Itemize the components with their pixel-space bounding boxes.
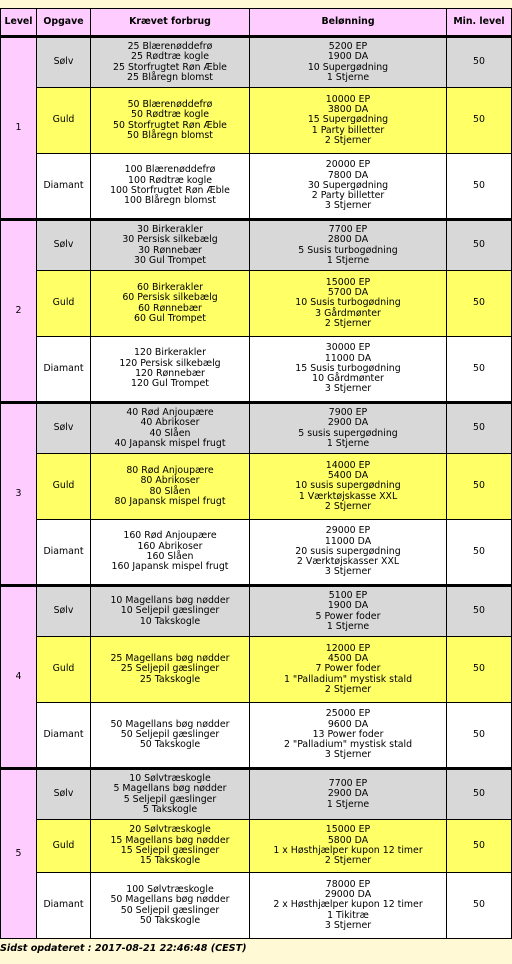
task-cell: Diamant <box>37 154 91 220</box>
required-item: 25 Storfrugtet Røn Æble <box>113 61 227 73</box>
level-cell: 3 <box>1 403 37 586</box>
reward-item: 2 Stjerner <box>324 683 372 695</box>
quest-row <box>1 820 512 873</box>
reward-item: 1 Stjerne <box>326 71 370 83</box>
required-item: 25 Blærenøddefrø <box>127 40 213 52</box>
reward-cell <box>250 37 447 88</box>
required-item: 160 Abrikoser <box>137 540 203 552</box>
min-level-cell: 50 <box>447 520 512 586</box>
reward-item: 7700 EP <box>328 223 368 235</box>
quest-row <box>1 154 512 220</box>
required-item: 50 Rødtræ kogle <box>131 109 209 121</box>
reward-item: 2900 DA <box>327 417 369 429</box>
quest-row <box>1 769 512 820</box>
min-level-cell: 50 <box>447 637 512 703</box>
task-cell: Sølv <box>37 37 91 88</box>
task-cell: Guld <box>37 820 91 873</box>
min-level-cell: 50 <box>447 220 512 271</box>
required-item: 80 Slåen <box>149 485 191 497</box>
required-item: 80 Rød Anjoupære <box>126 464 214 476</box>
reward-item: 2 Stjerner <box>324 855 372 867</box>
task-cell: Guld <box>37 88 91 154</box>
reward-item: 1 Tikitræ <box>327 909 369 921</box>
required-item: 50 Seljepil gæslinger <box>120 904 220 916</box>
reward-item: 30000 EP <box>325 342 371 354</box>
reward-item: 1900 DA <box>327 600 369 612</box>
quest-table-body <box>1 37 512 939</box>
required-item: 40 Japansk mispel frugt <box>114 437 226 449</box>
min-level-cell: 50 <box>447 769 512 820</box>
required-cell <box>91 873 250 939</box>
required-item: 15 Takskogle <box>139 855 201 867</box>
required-item: 5 Magellans bøg nødder <box>113 783 227 795</box>
required-cell <box>91 703 250 769</box>
reward-item: 30 Supergødning <box>307 179 389 191</box>
reward-cell <box>250 220 447 271</box>
required-item: 40 Rød Anjoupære <box>126 406 214 418</box>
required-item: 10 Magellans bøg nødder <box>110 595 230 607</box>
quest-row <box>1 220 512 271</box>
reward-item: 10000 EP <box>325 93 371 105</box>
required-item: 10 Seljepil gæslinger <box>120 605 220 617</box>
reward-cell <box>250 520 447 586</box>
reward-item: 15000 EP <box>325 824 371 836</box>
reward-item: 11000 DA <box>324 352 372 364</box>
level-cell: 4 <box>1 586 37 769</box>
quest-row <box>1 403 512 454</box>
reward-item: 5800 DA <box>327 834 369 846</box>
reward-item: 1 Stjerne <box>326 254 370 266</box>
quest-row <box>1 873 512 939</box>
reward-item: 1 Stjerne <box>326 798 370 810</box>
reward-item: 15000 EP <box>325 276 371 288</box>
task-cell: Guld <box>37 454 91 520</box>
quest-row <box>1 88 512 154</box>
required-cell <box>91 403 250 454</box>
reward-item: 5200 EP <box>328 40 368 52</box>
required-cell <box>91 271 250 337</box>
task-cell: Diamant <box>37 337 91 403</box>
required-item: 50 Seljepil gæslinger <box>120 728 220 740</box>
header-row <box>1 9 512 37</box>
required-cell <box>91 820 250 873</box>
reward-item: 29000 EP <box>325 525 371 537</box>
reward-item: 7800 DA <box>327 169 369 181</box>
reward-item: 1 x Høsthjælper kupon 12 timer <box>273 845 423 856</box>
required-item: 5 Takskogle <box>142 803 198 815</box>
reward-item: 10 Supergødning <box>307 61 389 73</box>
reward-item: 2 Stjerner <box>324 500 372 512</box>
required-item: 50 Blåregn blomst <box>127 129 213 141</box>
reward-cell <box>250 154 447 220</box>
reward-item: 3 Stjerner <box>324 749 372 761</box>
reward-item: 14000 EP <box>325 459 371 471</box>
required-cell <box>91 637 250 703</box>
required-item: 100 Storfrugtet Røn Æble <box>110 185 230 196</box>
reward-item: 7900 EP <box>328 406 368 418</box>
required-item: 10 Takskogle <box>139 615 201 627</box>
reward-cell <box>250 637 447 703</box>
task-cell: Sølv <box>37 403 91 454</box>
required-cell <box>91 454 250 520</box>
required-item: 50 Magellans bøg nødder <box>110 718 230 730</box>
required-item: 80 Abrikoser <box>140 475 200 487</box>
required-item: 60 Gul Trompet <box>134 312 206 324</box>
reward-item: 3800 DA <box>327 104 369 116</box>
reward-item: 5 Susis turbogødning <box>298 244 398 256</box>
min-level-cell: 50 <box>447 703 512 769</box>
required-item: 160 Rød Anjoupære <box>123 530 217 542</box>
min-level-cell: 50 <box>447 403 512 454</box>
required-item: 80 Japansk mispel frugt <box>114 495 226 507</box>
min-level-cell: 50 <box>447 586 512 637</box>
required-item: 50 Takskogle <box>139 914 201 926</box>
required-cell <box>91 154 250 220</box>
quest-row <box>1 637 512 703</box>
task-cell: Diamant <box>37 520 91 586</box>
level-cell: 1 <box>1 37 37 220</box>
reward-item: 25000 EP <box>325 708 371 720</box>
required-cell <box>91 220 250 271</box>
required-item: 25 Rødtræ kogle <box>131 51 209 63</box>
reward-item: 2 Party billetter <box>311 190 385 202</box>
reward-item: 1 Stjerne <box>326 437 370 449</box>
reward-cell <box>250 703 447 769</box>
reward-item: 1 Party billetter <box>311 124 385 136</box>
reward-item: 20000 EP <box>325 159 371 171</box>
quest-row <box>1 337 512 403</box>
required-item: 20 Sølvtræskogle <box>129 824 211 836</box>
reward-item: 3 Stjerner <box>324 566 372 578</box>
quest-row <box>1 520 512 586</box>
min-level-cell: 50 <box>447 454 512 520</box>
reward-cell <box>250 586 447 637</box>
task-cell: Guld <box>37 271 91 337</box>
task-cell: Diamant <box>37 703 91 769</box>
reward-item: 15 Susis turbogødning <box>295 362 401 374</box>
required-item: 25 Seljepil gæslinger <box>120 663 220 675</box>
reward-item: 2 x Høsthjælper kupon 12 timer <box>273 899 423 911</box>
level-cell: 2 <box>1 220 37 403</box>
required-cell <box>91 586 250 637</box>
reward-item: 5700 DA <box>327 287 369 299</box>
min-level-cell: 50 <box>447 873 512 939</box>
min-level-cell: 50 <box>447 271 512 337</box>
required-item: 50 Storfrugtet Røn Æble <box>113 119 227 131</box>
required-item: 25 Takskogle <box>139 673 201 685</box>
reward-item: 2 Værktøjskasser XXL <box>296 556 400 568</box>
required-item: 100 Blærenøddefrø <box>124 164 216 176</box>
task-cell: Guld <box>37 637 91 703</box>
reward-item: 3 Stjerner <box>324 383 372 395</box>
level-cell: 5 <box>1 769 37 939</box>
required-item: 120 Birkerakler <box>134 347 206 359</box>
required-item: 30 Birkerakler <box>137 223 203 235</box>
required-item: 40 Slåen <box>149 427 191 439</box>
required-item: 50 Blærenøddefrø <box>127 98 213 110</box>
reward-item: 10 Gårdmønter <box>312 373 384 385</box>
required-item: 15 Seljepil gæslinger <box>120 845 220 856</box>
quest-row <box>1 37 512 88</box>
header-reward: Belønning <box>250 9 447 37</box>
reward-item: 9600 DA <box>327 718 369 730</box>
required-item: 30 Rønnebær <box>138 244 202 256</box>
task-cell: Sølv <box>37 586 91 637</box>
required-item: 100 Rødtræ kogle <box>128 174 212 186</box>
required-item: 5 Seljepil gæslinger <box>123 793 217 805</box>
reward-item: 5 Power foder <box>315 610 381 622</box>
reward-cell <box>250 271 447 337</box>
required-item: 40 Abrikoser <box>140 417 200 429</box>
reward-item: 2 Stjerner <box>324 134 372 146</box>
reward-item: 10 Susis turbogødning <box>295 297 401 309</box>
required-item: 160 Slåen <box>146 551 194 562</box>
required-item: 60 Rønnebær <box>138 302 202 314</box>
required-item: 120 Rønnebær <box>135 368 205 379</box>
reward-cell <box>250 337 447 403</box>
header-level: Level <box>1 9 37 37</box>
required-item: 50 Takskogle <box>139 739 201 751</box>
required-item: 60 Persisk silkebælg <box>122 292 218 304</box>
quest-table <box>0 8 512 939</box>
reward-item: 3 Stjerner <box>324 200 372 212</box>
reward-item: 3 Stjerner <box>324 919 372 931</box>
required-item: 10 Sølvtræskogle <box>129 772 211 784</box>
quest-row <box>1 454 512 520</box>
min-level-cell: 50 <box>447 37 512 88</box>
required-item: 120 Gul Trompet <box>131 378 209 390</box>
required-cell <box>91 37 250 88</box>
reward-item: 12000 EP <box>325 642 371 654</box>
last-updated-text: Sidst opdateret : 2017-08-21 22:46:48 (CEST) <box>0 943 247 954</box>
required-item: 30 Gul Trompet <box>134 254 206 266</box>
reward-item: 5100 EP <box>328 589 368 601</box>
reward-cell <box>250 873 447 939</box>
reward-item: 13 Power foder <box>312 728 384 740</box>
reward-item: 5400 DA <box>327 470 369 482</box>
reward-item: 7 Power foder <box>315 663 381 675</box>
required-cell <box>91 88 250 154</box>
required-item: 25 Magellans bøg nødder <box>110 653 230 665</box>
quest-row <box>1 586 512 637</box>
required-item: 25 Blåregn blomst <box>127 71 213 83</box>
min-level-cell: 50 <box>447 820 512 873</box>
header-task: Opgave <box>37 9 91 37</box>
task-cell: Sølv <box>37 769 91 820</box>
reward-item: 2 Stjerner <box>324 317 372 329</box>
reward-item: 78000 EP <box>325 878 371 890</box>
reward-item: 2 "Palladium" mystisk stald <box>283 739 413 751</box>
reward-cell <box>250 403 447 454</box>
required-item: 120 Persisk silkebælg <box>119 357 221 369</box>
reward-cell <box>250 454 447 520</box>
reward-item: 20 susis supergødning <box>295 545 401 557</box>
task-cell: Diamant <box>37 873 91 939</box>
required-cell <box>91 337 250 403</box>
reward-cell <box>250 88 447 154</box>
reward-item: 5 susis supergødning <box>298 427 398 439</box>
required-item: 100 Blåregn blomst <box>124 195 216 207</box>
header-min-level: Min. level <box>447 9 512 37</box>
required-item: 160 Japansk mispel frugt <box>111 561 229 573</box>
reward-cell <box>250 769 447 820</box>
task-cell: Sølv <box>37 220 91 271</box>
min-level-cell: 50 <box>447 337 512 403</box>
reward-item: 2800 DA <box>327 234 369 246</box>
required-item: 50 Magellans bøg nødder <box>110 894 230 906</box>
reward-item: 1 Stjerne <box>326 620 370 632</box>
header-required: Krævet forbrug <box>91 9 250 37</box>
required-item: 100 Sølvtræskogle <box>126 883 214 895</box>
reward-item: 11000 DA <box>324 535 372 547</box>
reward-item: 10 susis supergødning <box>295 480 401 492</box>
required-item: 15 Magellans bøg nødder <box>110 834 230 846</box>
required-item: 30 Persisk silkebælg <box>122 234 218 246</box>
reward-item: 29000 DA <box>324 889 372 901</box>
reward-item: 15 Supergødning <box>307 114 389 126</box>
quest-row <box>1 703 512 769</box>
reward-item: 4500 DA <box>327 653 369 665</box>
min-level-cell: 50 <box>447 154 512 220</box>
reward-item: 7700 EP <box>328 778 368 790</box>
min-level-cell: 50 <box>447 88 512 154</box>
quest-row <box>1 271 512 337</box>
required-item: 60 Birkerakler <box>137 281 203 293</box>
reward-item: 1900 DA <box>327 51 369 63</box>
required-cell <box>91 769 250 820</box>
reward-item: 2900 DA <box>327 788 369 800</box>
reward-item: 1 "Palladium" mystisk stald <box>283 673 413 685</box>
reward-item: 1 Værktøjskasse XXL <box>298 490 398 502</box>
required-cell <box>91 520 250 586</box>
reward-cell <box>250 820 447 873</box>
reward-item: 3 Gårdmønter <box>315 307 381 319</box>
